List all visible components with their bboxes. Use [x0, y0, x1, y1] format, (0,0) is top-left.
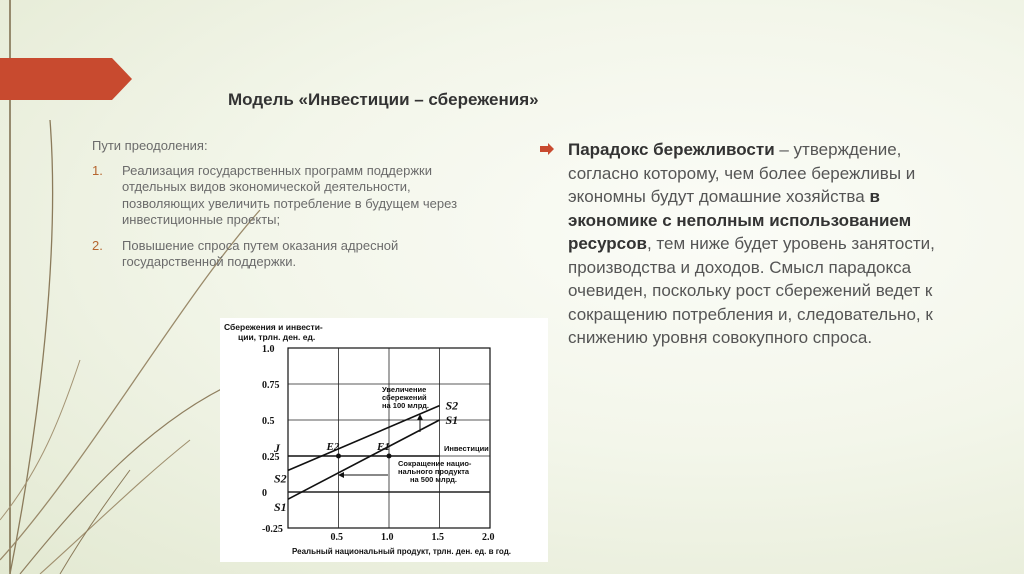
chart-series: [273, 399, 458, 515]
annotation-line: Увеличение: [382, 385, 427, 394]
annotation-line: на 500 млрд.: [410, 475, 457, 484]
list-item: [92, 238, 492, 271]
series-start-label: S1: [274, 500, 287, 515]
paradox-text-1: – утверждение, согласно которому, чем более бережливы и экономны будут домашние хозяйства: [568, 140, 916, 206]
y-tick-label: 1.0: [262, 344, 275, 355]
annotation-line: Сокращение нацио-: [398, 459, 472, 468]
series-start-label: J: [274, 441, 280, 455]
x-tick-label: 1.5: [431, 532, 444, 543]
series-end-label: S1: [445, 413, 459, 427]
left-column: [92, 138, 492, 280]
annotation-line: на 100 млрд.: [382, 401, 429, 410]
list-text: Реализация государственных программ поддержки отдельных видов экономической деятельности, позволяющих увеличить потребление в будущем через инвестиционные проекты;: [122, 162, 458, 227]
equilibrium-point: [336, 454, 341, 459]
y-tick-label: 0.5: [262, 416, 275, 427]
paradox-term: Парадокс бережливости: [568, 140, 775, 159]
annotation-line: нального продукта: [398, 467, 470, 476]
equilibrium-label: E1: [377, 441, 390, 453]
subtitle: Пути преодоления:: [92, 138, 208, 153]
paradox-text-2: , тем ниже будет уровень занятости, производства и доходов. Смысл парадокса очевиден, поскольку рост сбережений ведет к сокращению потребления и, следовательно, к снижению уровня совокупного спроса.: [568, 234, 935, 347]
savings-investment-chart: [220, 318, 548, 562]
right-column: [540, 138, 945, 350]
y-tick-label: 0.25: [262, 452, 280, 463]
x-tick-label: 2.0: [482, 532, 495, 543]
annotation-investment: Инвестиции: [444, 444, 489, 453]
x-tick-label: 0.5: [330, 532, 343, 543]
x-axis-label: Реальный национальный продукт, трлн. ден. ед. в год.: [292, 547, 512, 556]
paradox-paragraph: [568, 138, 945, 350]
arrow-bullet-icon: [540, 143, 554, 155]
title-ribbon: [0, 58, 132, 100]
equilibrium-label: E2: [326, 441, 340, 453]
page-title: Модель «Инвестиции – сбережения»: [228, 90, 539, 109]
equilibrium-point: [387, 454, 392, 459]
chart-grid: [288, 348, 490, 528]
list-text: Повышение спроса путем оказания адресной государственной поддержки.: [122, 237, 399, 269]
list-number: 1.: [92, 162, 103, 178]
y-axis-label-2: ции, трлн. ден. ед.: [238, 332, 316, 342]
x-tick-labels: [331, 532, 495, 543]
list-number: 2.: [92, 237, 103, 253]
annotation-increase: [382, 385, 429, 410]
series-end-label: S2: [445, 398, 459, 413]
list-item: [92, 163, 492, 229]
y-axis-label-1: Сбережения и инвести-: [224, 322, 323, 332]
series-start-label: S2: [274, 471, 287, 486]
chart-svg: [220, 318, 548, 562]
annotation-line: сбережений: [382, 393, 427, 402]
ways-list: [92, 163, 492, 271]
y-tick-label: 0.75: [262, 380, 280, 391]
y-tick-label: -0.25: [262, 524, 283, 535]
x-tick-label: 1.0: [381, 532, 394, 543]
paradox-emphasis: в экономике с неполным использованием ресурсов: [568, 187, 912, 253]
y-tick-label: 0: [262, 488, 267, 499]
annotation-decrease: [398, 459, 472, 484]
